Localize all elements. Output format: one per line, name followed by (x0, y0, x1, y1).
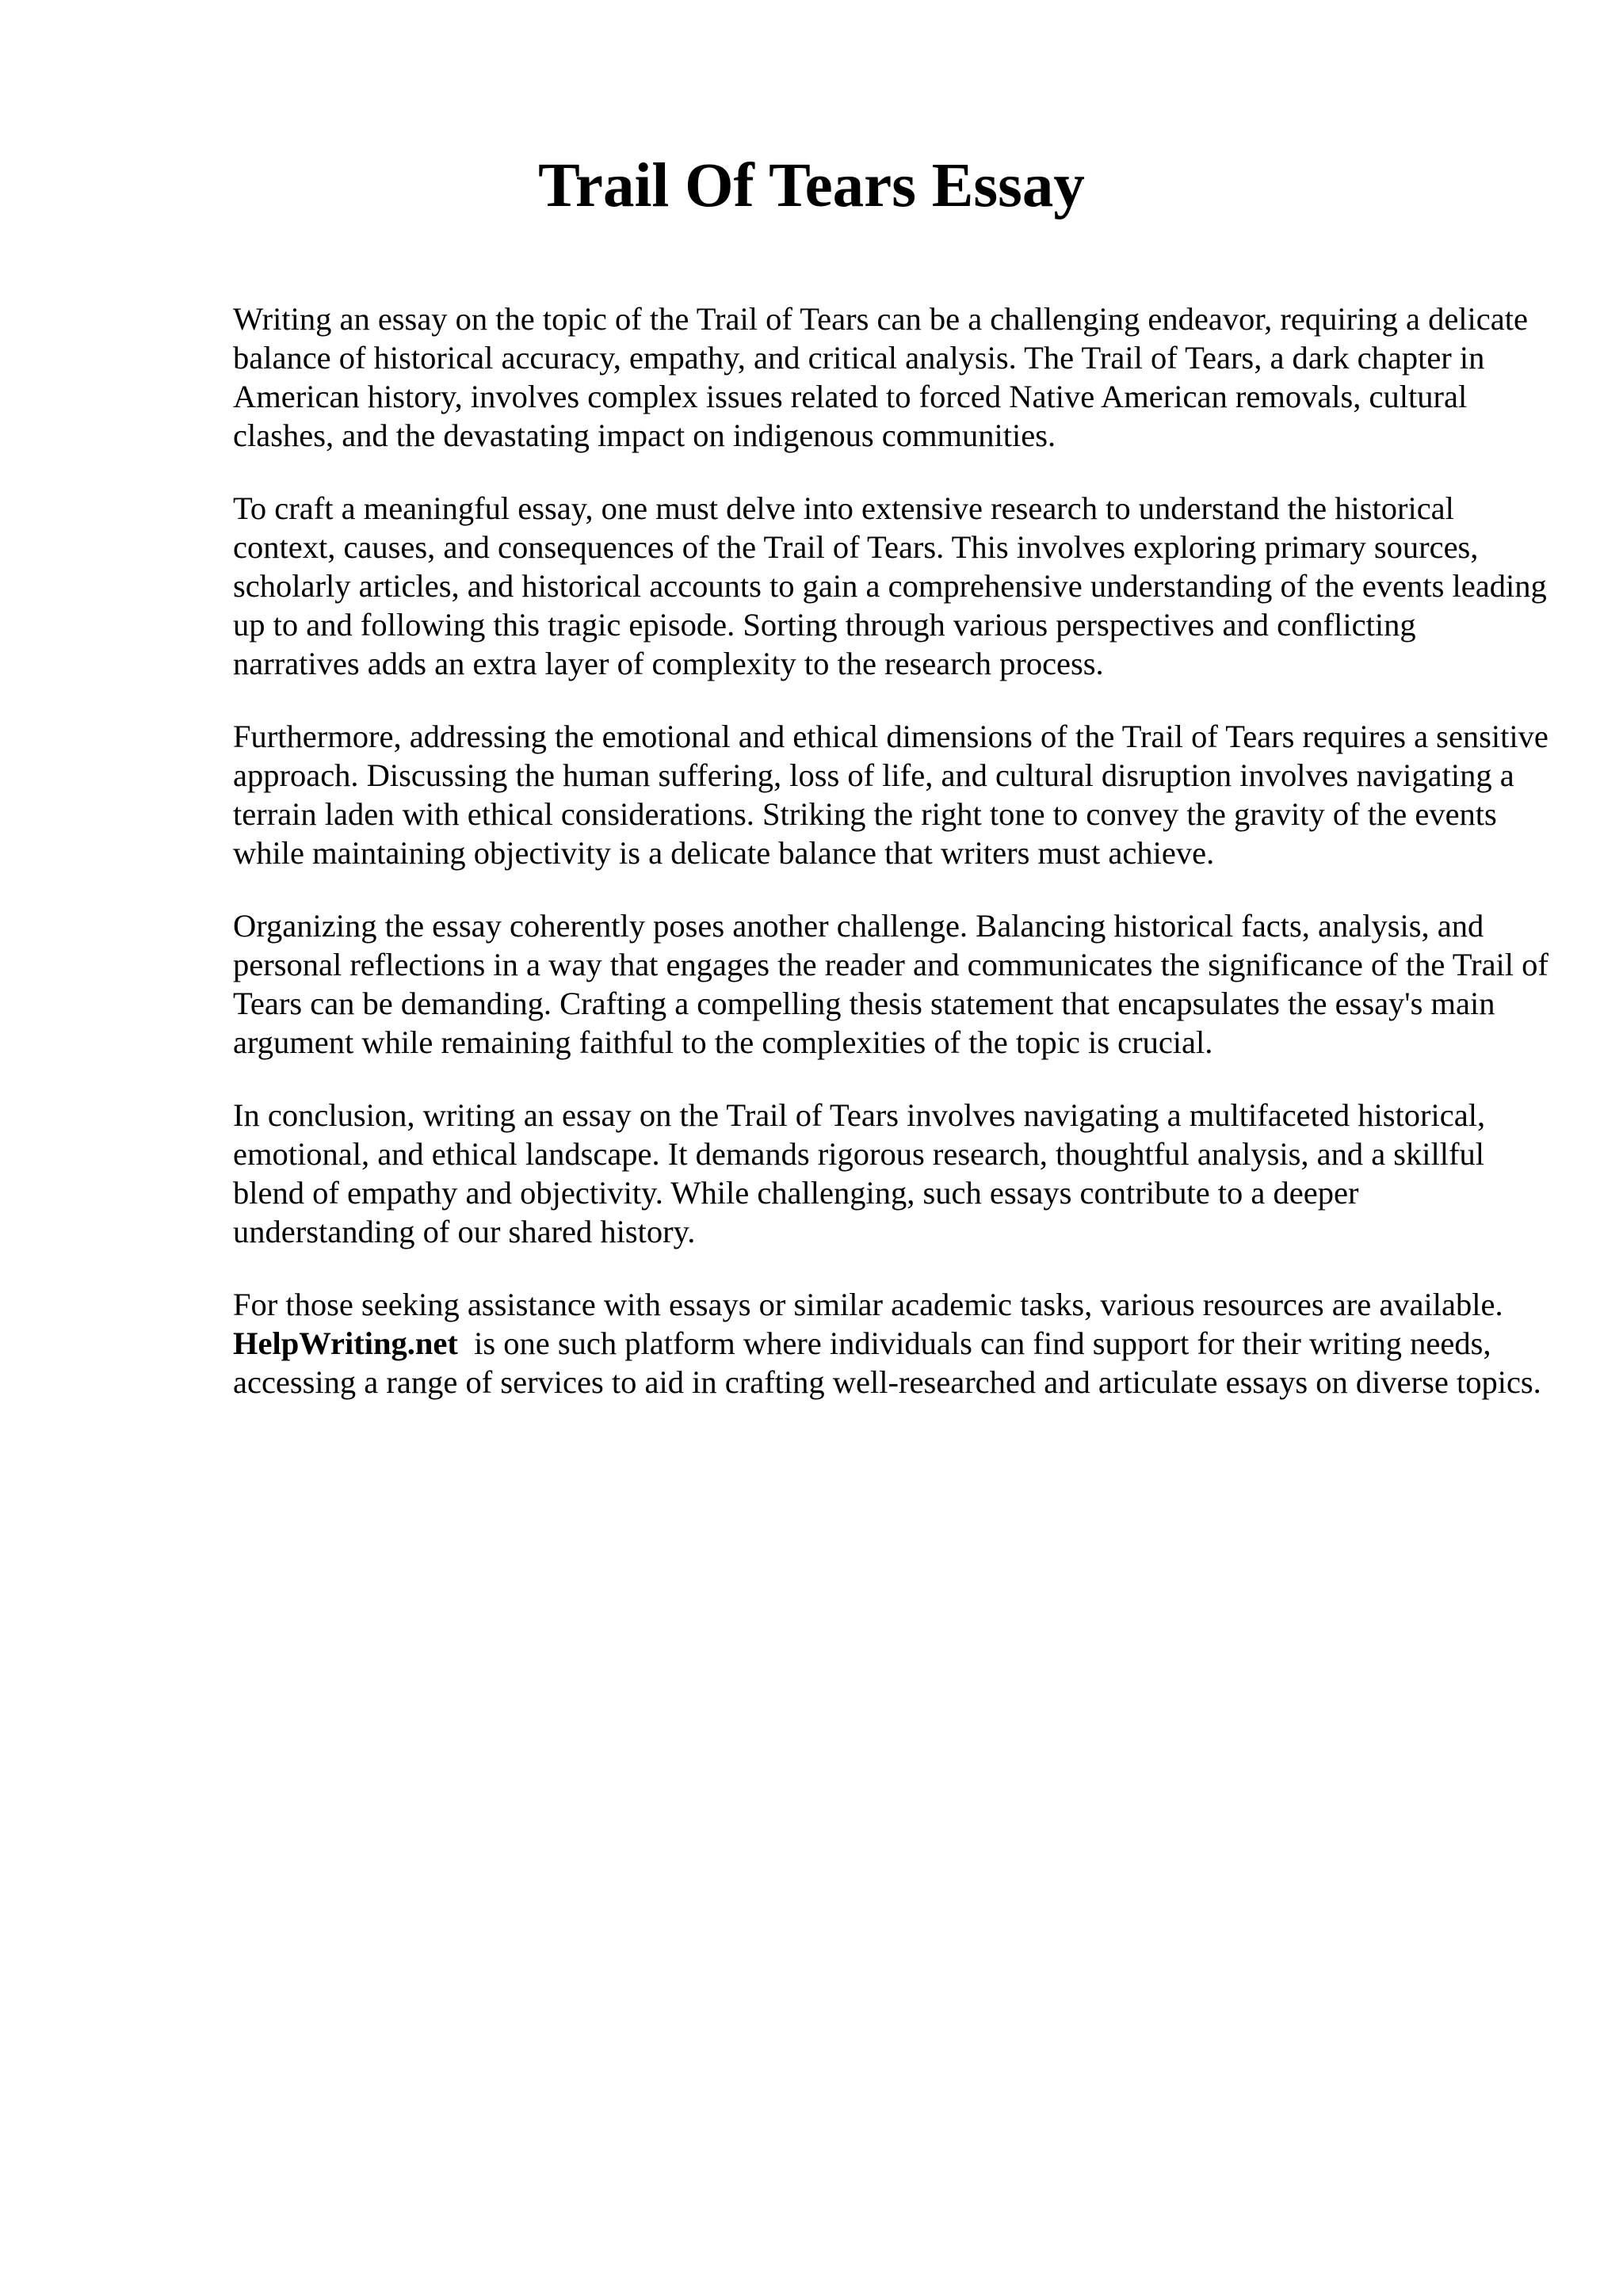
paragraph-research: To craft a meaningful essay, one must delve into extensive research to understand the historical context, causes, and consequences of the Trail of Tears. This involves exploring primary sources, scholarly articles, and historical accounts to gain a comprehensive understanding of the events leading up to and following this tragic episode. Sorting through various perspectives and conflicting narratives adds an extra layer of complexity to the research process. (233, 490, 1547, 681)
essay-body (233, 299, 1549, 1436)
paragraph-organization: Organizing the essay coherently poses another challenge. Balancing historical facts, analysis, and personal reflections in a way that engages the reader and communicates the significance of the Trail of Tears can be demanding. Crafting a compelling thesis statement that encapsulates the essay's main argument while remaining faithful to the complexities of the topic is crucial. (233, 908, 1549, 1060)
page-title: Trail Of Tears Essay (538, 151, 1085, 220)
paragraph-resources (233, 1285, 1549, 1402)
paragraph-intro: Writing an essay on the topic of the Trail of Tears can be a challenging endeavor, requiring a delicate balance of historical accuracy, empathy, and critical analysis. The Trail of Tears, a dark chapter in American history, involves complex issues related to forced Native American removals, cultural clashes, and the devastating impact on indigenous communities. (233, 301, 1528, 453)
brand-link[interactable]: HelpWriting.net (233, 1325, 458, 1361)
paragraph-conclusion: In conclusion, writing an essay on the Trail of Tears involves navigating a multifaceted historical, emotional, and ethical landscape. It demands rigorous research, thoughtful analysis, and a skillful blend of empathy and objectivity. While challenging, such essays contribute to a deeper understanding of our shared history. (233, 1097, 1486, 1249)
paragraph-ethics: Furthermore, addressing the emotional and ethical dimensions of the Trail of Tears requires a sensitive approach. Discussing the human suffering, loss of life, and cultural disruption involves navigating a terrain laden with ethical considerations. Striking the right tone to convey the gravity of the events while maintaining objectivity is a delicate balance that writers must achieve. (233, 719, 1549, 871)
resources-intro-text: For those seeking assistance with essays or similar academic tasks, various resources are available. (233, 1287, 1503, 1322)
resources-rest-text: is one such platform where individuals can find support for their writing needs, accessing a range of services to aid in crafting well-researched and articulate essays on diverse topics. (233, 1325, 1541, 1400)
